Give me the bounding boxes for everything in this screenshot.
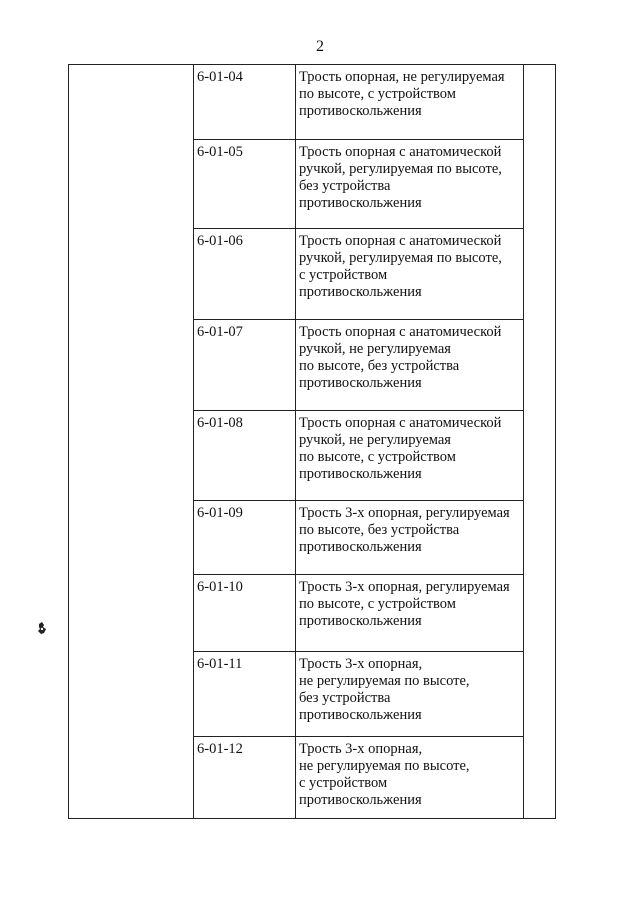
product-description: Трость 3-х опорная, не регулируемая по высоте, с устройством противоскольжения (296, 737, 524, 819)
product-code: 6-01-09 (194, 501, 296, 575)
product-code: 6-01-12 (194, 737, 296, 819)
product-code: 6-01-05 (194, 140, 296, 229)
product-code: 6-01-11 (194, 652, 296, 737)
table-row (69, 65, 556, 140)
empty-right-column-cell (524, 65, 556, 819)
page-number: 2 (316, 38, 324, 55)
product-description: Трость 3-х опорная, регулируемая по высоте, без устройства противоскольжения (296, 501, 524, 575)
empty-left-column-cell (69, 65, 194, 819)
product-description: Трость 3-х опорная, не регулируемая по высоте, без устройства противоскольжения (296, 652, 524, 737)
product-code: 6-01-08 (194, 411, 296, 501)
product-code: 6-01-06 (194, 229, 296, 320)
product-code: 6-01-07 (194, 320, 296, 411)
product-description: Трость опорная с анатомической ручкой, регулируемая по высоте, с устройством противоскольжения (296, 229, 524, 320)
product-code: 6-01-04 (194, 65, 296, 140)
product-description: Трость опорная с анатомической ручкой, не регулируемая по высоте, с устройством противоскольжения (296, 411, 524, 501)
product-description: Трость 3-х опорная, регулируемая по высоте, с устройством противоскольжения (296, 575, 524, 652)
product-description: Трость опорная с анатомической ручкой, регулируемая по высоте, без устройства противоскольжения (296, 140, 524, 229)
margin-ink-mark (37, 621, 47, 635)
product-code: 6-01-10 (194, 575, 296, 652)
product-table (68, 64, 556, 819)
product-description: Трость опорная, не регулируемая по высоте, с устройством противоскольжения (296, 65, 524, 140)
product-description: Трость опорная с анатомической ручкой, не регулируемая по высоте, без устройства противоскольжения (296, 320, 524, 411)
